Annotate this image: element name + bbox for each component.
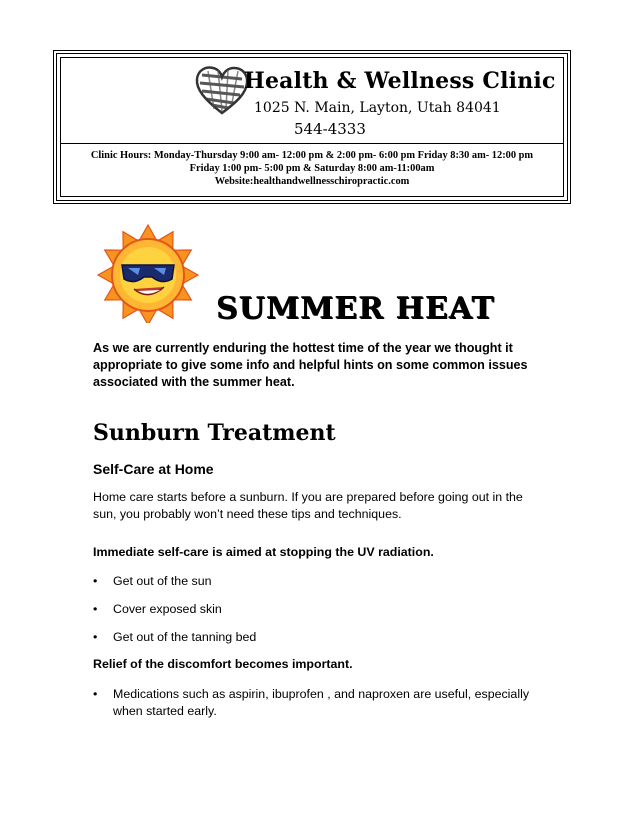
bullet-icon: • [93, 574, 98, 588]
heart-logo-icon [194, 65, 250, 115]
website-line: Website:healthandwellnesschiropractic.com [214, 176, 410, 187]
intro-line: As we are currently enduring the hottest time of the year we thought it [93, 341, 513, 355]
section-subheading: Self-Care at Home [93, 461, 214, 477]
intro-line: associated with the summer heat. [93, 375, 295, 389]
paragraph-line: sun, you probably won’t need these tips and techniques. [93, 507, 402, 521]
intro-paragraph [93, 340, 543, 391]
paragraph-line: Home care starts before a sunburn. If you are prepared before going out in the [93, 490, 523, 504]
home-care-paragraph [93, 489, 523, 523]
intro-line: appropriate to give some info and helpful hints on some common issues [93, 358, 528, 372]
clinic-phone: 544-4333 [294, 120, 366, 138]
list-item-text: Get out of the sun [113, 574, 212, 588]
list-item-text: Cover exposed skin [113, 602, 222, 616]
list-item-text: Get out of the tanning bed [113, 630, 257, 644]
clinic-address: 1025 N. Main, Layton, Utah 84041 [254, 100, 501, 116]
clinic-hours [61, 149, 563, 188]
relief-heading: Relief of the discomfort becomes important. [93, 657, 353, 671]
bullet-icon: • [93, 687, 98, 701]
list-item-text: when started early. [113, 704, 217, 718]
section-heading: Sunburn Treatment [93, 420, 336, 446]
page-title: SUMMER HEAT [216, 291, 495, 326]
clinic-header [53, 50, 571, 204]
clinic-name: Health & Wellness Clinic [244, 68, 556, 94]
list-item-text: Medications such as aspirin, ibuprofen , and naproxen are useful, especially [113, 687, 530, 701]
bullet-icon: • [93, 602, 98, 616]
clinic-header-inner [60, 57, 564, 197]
header-divider [61, 143, 563, 144]
immediate-care-heading: Immediate self-care is aimed at stopping the UV radiation. [93, 545, 434, 559]
bullet-icon: • [93, 630, 98, 644]
hours-line-2: Friday 1:00 pm- 5:00 pm & Saturday 8:00 am-11:00am [189, 163, 435, 174]
hours-line-1: Clinic Hours: Monday-Thursday 9:00 am- 12:00 pm & 2:00 pm- 6:00 pm Friday 8:30 am- 12:00 pm [90, 150, 534, 161]
sun-with-sunglasses-icon [88, 223, 210, 323]
